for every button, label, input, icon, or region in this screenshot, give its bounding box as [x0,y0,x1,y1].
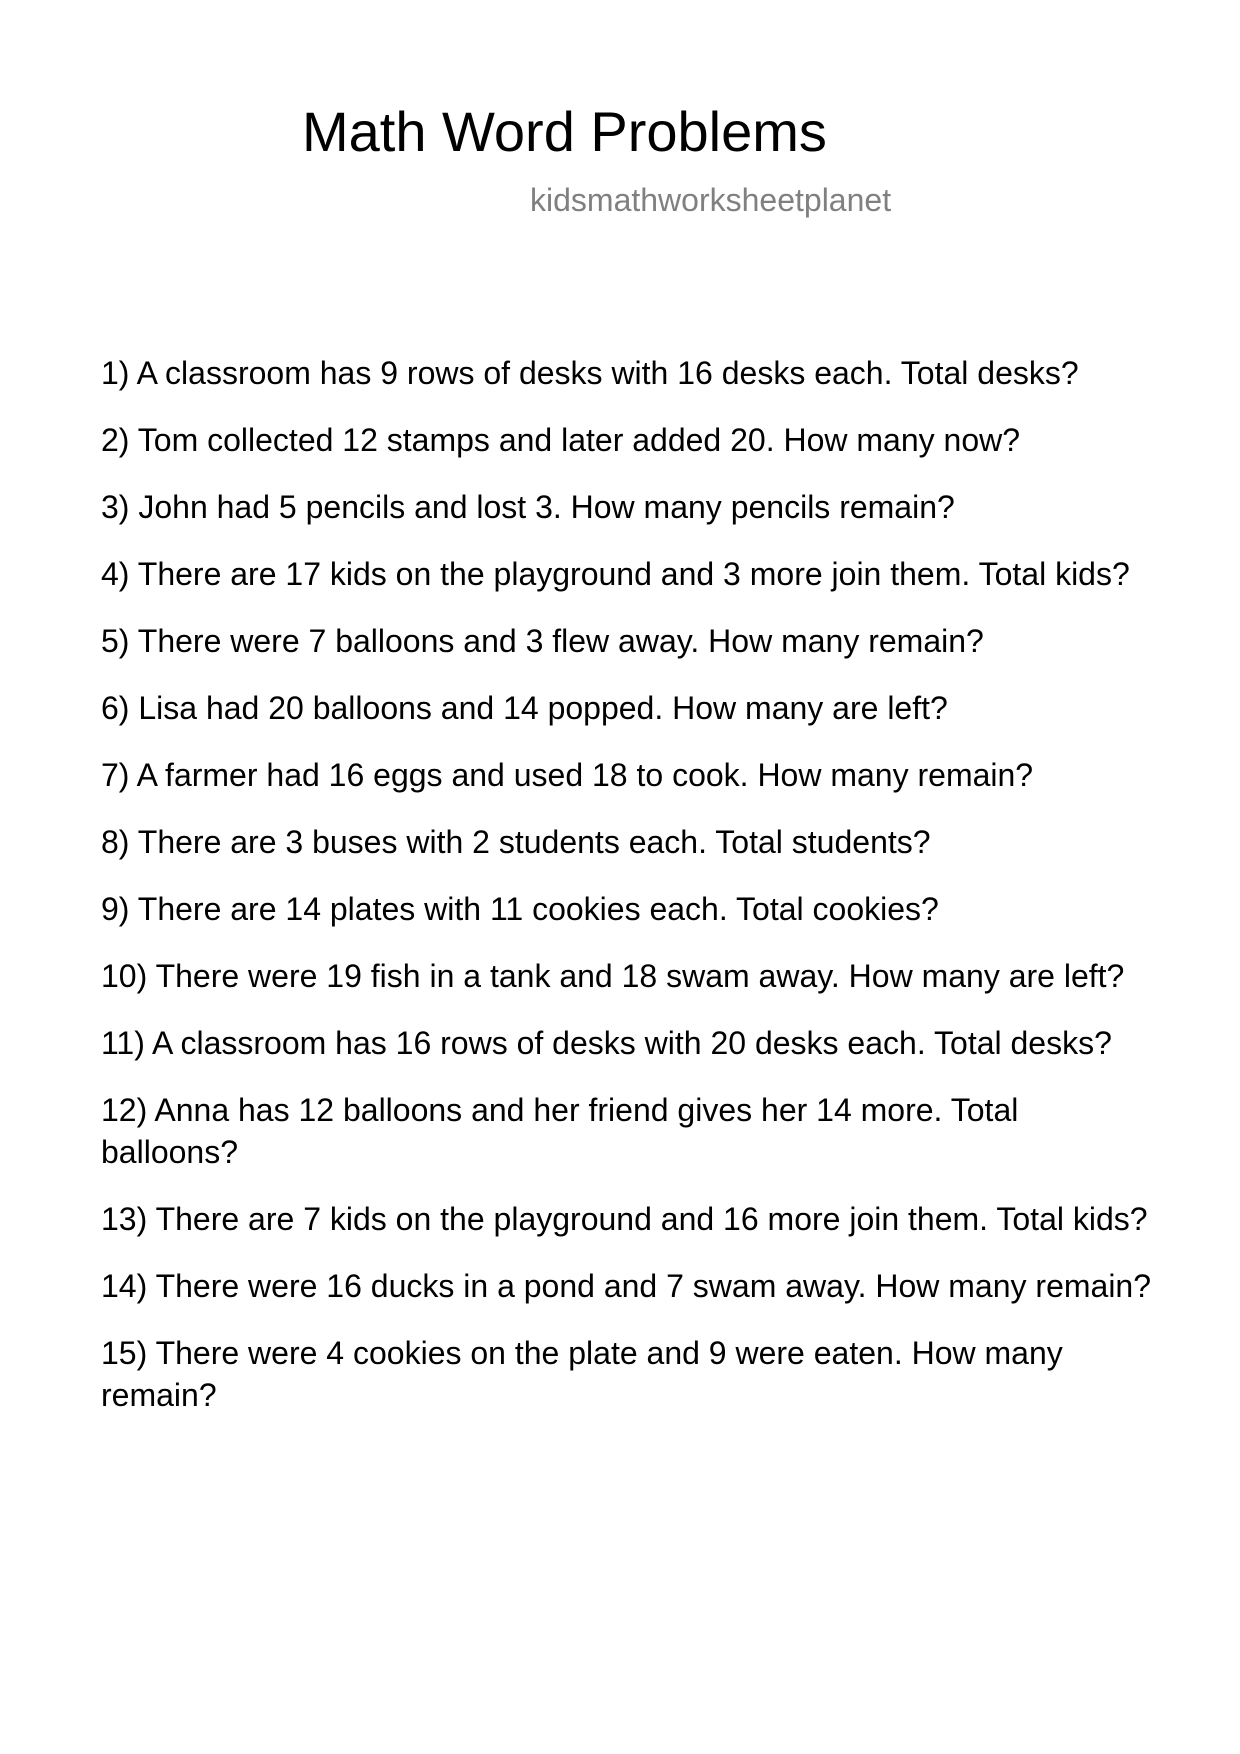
problem-item: 3) John had 5 pencils and lost 3. How many pencils remain? [101,489,955,525]
problem-item: 2) Tom collected 12 stamps and later added 20. How many now? [101,422,1021,458]
problem-item: 9) There are 14 plates with 11 cookies each. Total cookies? [101,891,939,927]
problem-item: 1) A classroom has 9 rows of desks with 16 desks each. Total desks? [101,355,1079,391]
problem-item: 12) Anna has 12 balloons and her friend gives her 14 more. Total balloons? [101,1092,1019,1170]
problem-item: 13) There are 7 kids on the playground and 16 more join them. Total kids? [101,1201,1148,1237]
problem-item: 7) A farmer had 16 eggs and used 18 to cook. How many remain? [101,757,1034,793]
problem-item: 6) Lisa had 20 balloons and 14 popped. How many are left? [101,690,948,726]
problem-item: 11) A classroom has 16 rows of desks with 20 desks each. Total desks? [101,1025,1112,1061]
problem-item: 5) There were 7 balloons and 3 flew away. How many remain? [101,623,984,659]
source-label: kidsmathworksheetplanet [530,182,892,218]
page-title: Math Word Problems [302,100,827,163]
problem-item: 8) There are 3 buses with 2 students each. Total students? [101,824,931,860]
problem-list [101,352,1151,1441]
problem-item: 10) There were 19 fish in a tank and 18 swam away. How many are left? [101,958,1125,994]
problem-item: 4) There are 17 kids on the playground and 3 more join them. Total kids? [101,556,1130,592]
problem-item: 15) There were 4 cookies on the plate and 9 were eaten. How many remain? [101,1335,1063,1413]
problem-item: 14) There were 16 ducks in a pond and 7 swam away. How many remain? [101,1268,1152,1304]
